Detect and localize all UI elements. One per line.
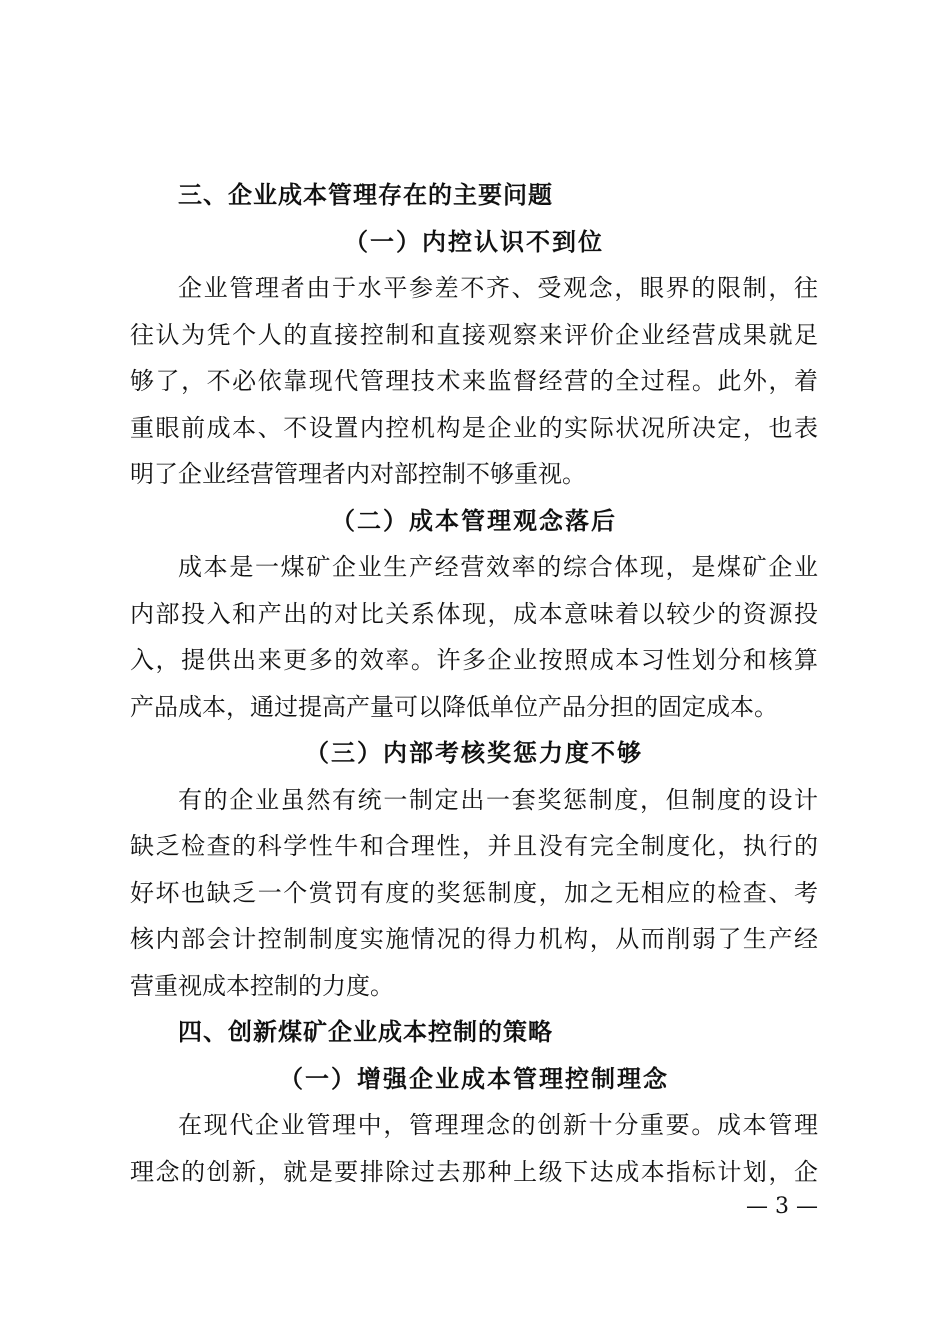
page-number: — 3 — bbox=[746, 1194, 818, 1219]
section-heading: 三、企业成本管理存在的主要问题 bbox=[178, 181, 553, 209]
section-heading: 四、创新煤矿企业成本控制的策略 bbox=[178, 1018, 553, 1046]
paragraph-line: 往认为凭个人的直接控制和直接观察来评价企业经营成果就足 bbox=[130, 320, 818, 349]
paragraph-line: 入，提供出来更多的效率。许多企业按照成本习性划分和核算 bbox=[130, 646, 818, 674]
paragraph-line: 明了企业经营管理者内对部控制不够重视。 bbox=[130, 460, 586, 488]
subsection-title: （三）内部考核奖惩力度不够 bbox=[305, 738, 643, 767]
paragraph-line: 内部投入和产出的对比关系体现，成本意味着以较少的资源投 bbox=[130, 599, 818, 628]
paragraph-line: 好坏也缺乏一个赏罚有度的奖惩制度，加之无相应的检查、考 bbox=[130, 878, 818, 907]
paragraph-line: 核内部会计控制制度实施情况的得力机构，从而削弱了生产经 bbox=[130, 925, 818, 953]
document-body bbox=[130, 172, 818, 1195]
paragraph-line: 成本是一煤矿企业生产经营效率的综合体现，是煤矿企业 bbox=[178, 553, 818, 581]
paragraph-line: 重眼前成本、不设置内控机构是企业的实际状况所决定，也表 bbox=[130, 413, 818, 442]
paragraph-line: 理念的创新，就是要排除过去那种上级下达成本指标计划，企 bbox=[130, 1157, 818, 1186]
paragraph-line: 在现代企业管理中，管理理念的创新十分重要。成本管理 bbox=[178, 1111, 818, 1139]
paragraph-line: 缺乏检查的科学性牛和合理性，并且没有完全制度化，执行的 bbox=[130, 832, 818, 860]
subsection-title: （二）成本管理观念落后 bbox=[331, 505, 617, 535]
paragraph-line: 营重视成本控制的力度。 bbox=[130, 971, 394, 1000]
paragraph-line: 产品成本，通过提高产量可以降低单位产品分担的固定成本。 bbox=[130, 692, 778, 721]
paragraph-line: 有的企业虽然有统一制定出一套奖惩制度，但制度的设计 bbox=[178, 785, 818, 814]
paragraph-line: 企业管理者由于水平参差不齐、受观念，眼界的限制，往 bbox=[178, 274, 818, 302]
subsection-title: （一）增强企业成本管理控制理念 bbox=[279, 1063, 669, 1093]
paragraph-line: 够了，不必依靠现代管理技术来监督经营的全过程。此外，着 bbox=[130, 367, 818, 395]
subsection-title: （一）内控认识不到位 bbox=[344, 226, 604, 256]
